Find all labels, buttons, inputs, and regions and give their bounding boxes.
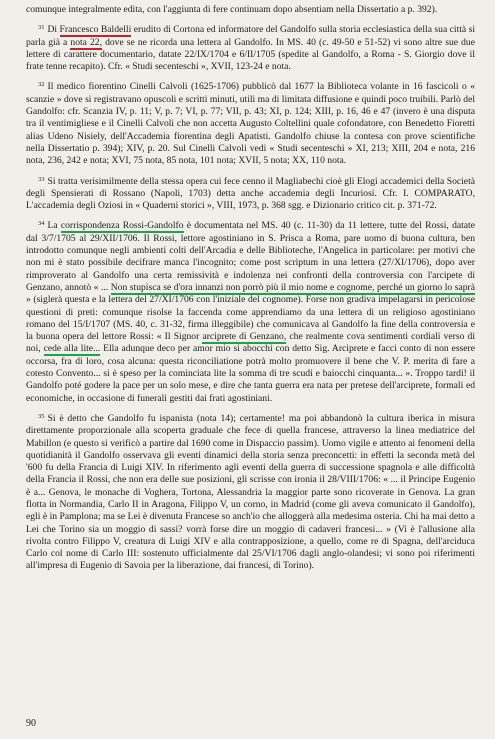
note-text: Il medico fiorentino Cinelli Calvoli (1625-1706) pubblicò dal 1677 la Biblioteca volante in 16 fascicoli o « scanzie » dove si registravano opuscoli e scritti minuti, utili ma di limitata diffusione e quindi poco truibili. Parlò del Gandolfo: cfr. Scanzia IV, p. 11; V, p. 7; VI, p. 77; VII, p. 43; XI, p. 124; XIII, p. 16, 46 e 47 (invero è una disputa tra il ventimigliese e il Cinelli Calvoli che non accetta Augusto Coltellini quale cofondatore, con Benedetto Fioretti alias Udeno Nisiely, dell'Accademia fiorentina degli Apatisti. Gandolfo chiuse la contesa con prove scientifiche nella Dissertatio p. 394); XIV, p. 20. Sul Cinelli Calvoli vedi « Studi secenteschi » XI, 213; XIII, 204 e nota, 216 nota, 236, 242 e nota; XVI, 75 nota, 85 nota, 101 nota; XVII, 5 nota; XX, 110 nota. (26, 81, 475, 167)
page-number: 90 (26, 718, 36, 729)
footnote-number: 31 (38, 24, 45, 32)
footnote-34 (26, 218, 475, 404)
note-text: dove se ne ricorda una lettera al Gandolfo. In MS. 40 (c. 49-50 e 51-52) vi sono altre sue due lettere di carattere documentario, datate 22/IX/1704 e 6/II/1705 (spedite al Gandolfo, a Roma - S. Giorgio dove il frate tenne recapito). Cfr. « Studi secenteschi », XVII, 123-24 e nota. (26, 36, 475, 73)
note-text: è documentata nel MS. 40 (c. 11-30) da 11 lettere, tutte del Rossi, datate dal 3/7/1705 al 29/XII/1706. Il Rossi, lettore agostiniano in S. Prisca a Roma, pare uomo di buona cultura, ben introdotto comunque negli ambienti colti dell'Arcadia e delle Biblioteche, l'Angelica in particolare: per motivi che non mi è stato possibile decifrare manca l'incognito; come post scriptum in una lettera (27/XI/1706), dopo aver rimproverato al Gandolfo una certa remissività e indolenza nei confronti della controversia con l'arcipete di Genzano, annotò « ... (26, 220, 475, 293)
note-text: che realmente cova sentimenti cordiali verso di noi, (26, 331, 475, 355)
footnote-33 (26, 174, 475, 213)
note-text: La (47, 220, 58, 232)
note-text: Di (47, 24, 58, 36)
footnote-35 (26, 411, 475, 573)
intro-continuation: comunque integralmente edita, con l'aggiunta di fere continuam dopo absentiam nella Dissertatio a p. 392). (26, 4, 438, 15)
highlight-quote-nome: Non stupisca se d'ora innanzi non porrò più il mio nome e cognome, perché un giorno lo saprà (110, 281, 475, 293)
note-text: » (siglerà questa e la lettera del 27/XI/1706 con l'iniziale del cognome). Forse non gradiva impelagarsi in pericolose questioni di preti: comunque risolse la faccenda come apprendiamo da una lettera di un religioso agostiniano romano del 15/I/1707 (MS. 40, c. 31-32, firma illeggibile) che comunicava al Gandolfo la fine della controversia e la buona opera del lettore Rossi: « Il Signor (26, 294, 475, 343)
note-text: erudito di Cortona ed informatore del Gandolfo sulla storia ecclesiastica della sua città si parla già a (26, 24, 476, 48)
footnote-number: 33 (38, 175, 45, 183)
highlight-arciprete: arciprete di Genzano, (202, 331, 287, 343)
note-text: Si tratta verisimilmente della stessa opera cui fece cenno il Magliabechi cioè gli Elogi accademici della Società degli Spensierati di Rossano (Napoli, 1703) detta anche accademia degli Incuriosi. Cfr. I. COMPARATO, L'accademia degli Oziosi in « Quaderni storici », VIII, 1973, p. 368 sgg. e Dizionario critico cit. p. 371-72. (26, 175, 475, 212)
highlight-cede-lite: cede alla lite... (43, 343, 101, 355)
footnote-32 (26, 79, 475, 167)
footnote-31 (26, 22, 475, 73)
footnote-number: 32 (38, 81, 45, 89)
highlight-corrispondenza: corrispondenza Rossi-Gandolfo (60, 220, 184, 232)
note-text: Si è detto che Gandolfo fu ispanista (nota 14); certamente! ma poi abbandonò la cultura iberica in misura direttamente proporzionale alla scoperta graduale che fece di quella francese, attraverso la linea mediatrice del Mabillon (e questo si verificò a partire dal 1690 come in Dispaccio passim). Uomo vigile e attento ai fenomeni della quotidianità il Gandolfo osservava gli eventi dinamici della storia senza preconcetti: in effetti la seconda metà del '600 fu della Francia di Luigi XIV. In riferimento agli eventi della guerra di successione spagnola e alle difficoltà della Francia il Rossi, che non era delle sue posizioni, gli scrisse con ironia il 28/VIII/1706: « ... il Principe Eugenio è a... Genova, le monache di Voghera, Tortona, Alessandria la maggior parte sono ricoverate in Genova. La gran flotta in Normandia, Carlo II in Aragona, Filippo V, un corno, in Madrid (come gli aveva comunicato il Gandolfo), egli è in Pamplona; ma se Lei è divenuta Francese so anch'io che alloggerà alla medesima osteria. Chi ha mai detto a Lei che Torino sia un moggio di sassi? vorrà forse dire un moggio di cadaveri francesi... » (Vi è l'allusione alla rivolta contro Filippo V, creatura di Luigi XIV e alla contrapposizione, a quello, come re di Spagna, dell'arciduca Carlo col nome di Carlo III: sostenuto ufficialmente dal 25/VI/1706 dagli anglo-olandesi; vi sono poi riferimenti all'impresa di Eugenio di Savoia per la liberazione, dai francesi, di Torino). (26, 412, 475, 572)
note-text: Ella adunque deco per amor mio si abocchi con detto Sig. Arciprete e facci conto di non essere occorsa, fra di loro, cosa alcuna: questa riconciliatione potrà molto promuovere il bene che V. P. merita di fare a cotesto Convento... si è speso per la cominciata lite la somma di tre scudi e baiocchi cinquanta... ». Troppo tardi! il Gandolfo poté godere la pace per un solo mese, e dire che tanta guerra era nata per pretese dell'arciprete, formali ed economiche, in occasione di funerali gestiti dai frati agostiniani. (26, 343, 475, 404)
footnote-number: 35 (38, 412, 45, 420)
footnote-number: 34 (38, 220, 45, 228)
highlight-baldelli: Francesco Baldelli (59, 24, 132, 36)
highlight-nota-22: nota 22, (70, 36, 102, 48)
